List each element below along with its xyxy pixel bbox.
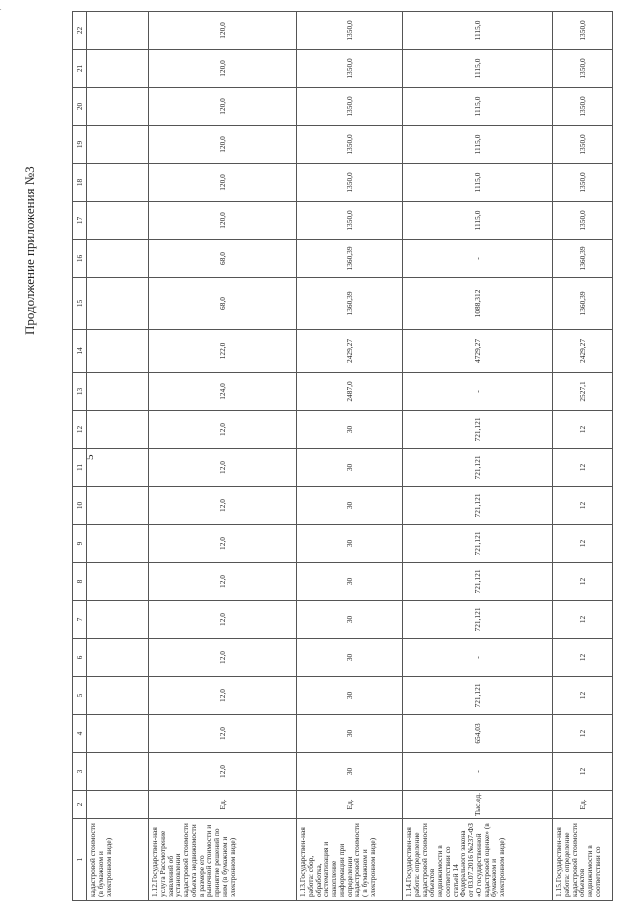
value-cell: 1115,0 (403, 125, 553, 163)
value-cell: 12 (553, 562, 613, 600)
value-cell: 12,0 (149, 676, 297, 714)
value-cell (87, 638, 149, 676)
value-cell: 120,0 (149, 87, 297, 125)
value-cell: 30 (297, 562, 403, 600)
header-cell: 8 (73, 562, 87, 600)
value-cell: 1350,0 (297, 163, 403, 201)
value-cell: 12 (553, 714, 613, 752)
header-cell: 20 (73, 87, 87, 125)
value-cell: 1115,0 (403, 163, 553, 201)
header-cell: 10 (73, 486, 87, 524)
value-cell: 68,0 (149, 239, 297, 277)
value-cell: 1115,0 (403, 49, 553, 87)
value-cell (87, 163, 149, 201)
value-cell (87, 410, 149, 448)
appendix-caption: Продолжение приложения №3 (22, 166, 37, 335)
value-cell: 122,0 (149, 329, 297, 372)
value-cell (87, 49, 149, 87)
value-cell: 12,0 (149, 752, 297, 790)
value-cell: 654,03 (403, 714, 553, 752)
value-cell: 1360,39 (297, 277, 403, 329)
value-cell: 4729,27 (403, 329, 553, 372)
header-row (73, 11, 87, 900)
value-cell: 1350,0 (553, 125, 613, 163)
row-name-cell: кадастровой стоимости (в бумажном и электронном виде) (87, 819, 149, 901)
value-cell (87, 201, 149, 239)
header-cell: 14 (73, 329, 87, 372)
value-cell: 12 (553, 524, 613, 562)
value-cell (87, 486, 149, 524)
value-cell: - (403, 752, 553, 790)
value-cell (87, 676, 149, 714)
value-cell: 30 (297, 676, 403, 714)
value-cell (87, 125, 149, 163)
value-cell: 721,121 (403, 448, 553, 486)
value-cell: 12,0 (149, 638, 297, 676)
header-cell: 2 (73, 790, 87, 818)
value-cell: 1350,0 (553, 163, 613, 201)
value-cell: 124,0 (149, 372, 297, 410)
value-cell (87, 87, 149, 125)
value-cell: 1115,0 (403, 87, 553, 125)
row-name-cell: 1.15.Государствен-ная работа: определение кадастровой стоимости объектов недвижимости в соответствии со (553, 819, 613, 901)
header-cell: 13 (73, 372, 87, 410)
value-cell: Ед. (149, 790, 297, 818)
value-cell: 12 (553, 410, 613, 448)
value-cell (87, 329, 149, 372)
value-cell (87, 372, 149, 410)
value-cell: - (403, 638, 553, 676)
value-cell: 1350,0 (553, 49, 613, 87)
value-cell: 1350,0 (297, 11, 403, 49)
value-cell: 1360,39 (553, 239, 613, 277)
value-cell (87, 790, 149, 818)
table-row (403, 11, 553, 900)
value-cell: 1350,0 (297, 125, 403, 163)
value-cell: 721,121 (403, 410, 553, 448)
value-cell (87, 277, 149, 329)
header-cell: 5 (73, 676, 87, 714)
value-cell: 1350,0 (553, 11, 613, 49)
value-cell: 1088,312 (403, 277, 553, 329)
value-cell: 1350,0 (297, 49, 403, 87)
value-cell: 68,0 (149, 277, 297, 329)
value-cell: Ед. (297, 790, 403, 818)
value-cell: 30 (297, 714, 403, 752)
table-row (149, 11, 297, 900)
value-cell: 721,121 (403, 486, 553, 524)
value-cell: 30 (297, 410, 403, 448)
value-cell: 12,0 (149, 562, 297, 600)
value-cell: 120,0 (149, 163, 297, 201)
header-cell: 4 (73, 714, 87, 752)
value-cell: 12 (553, 448, 613, 486)
value-cell (87, 448, 149, 486)
value-cell (87, 600, 149, 638)
value-cell: 12 (553, 486, 613, 524)
value-cell: 120,0 (149, 49, 297, 87)
header-cell: 1 (73, 819, 87, 901)
margin-mark: . (0, 6, 2, 12)
row-name-cell: 1.14.Государствен-ная работа: определение кадастровой стоимости объектов недвижимости в соответствии со статьей 14 Федерального закона от 03.07.2016 №237-ФЗ «О государственной кадастровой оценке» (в бумажном и электронном виде) (403, 819, 553, 901)
value-cell: 2429,27 (297, 329, 403, 372)
value-cell: 1360,39 (553, 277, 613, 329)
value-cell: 12,0 (149, 600, 297, 638)
table-row (87, 11, 149, 900)
value-cell: 1350,0 (297, 87, 403, 125)
value-cell (87, 239, 149, 277)
value-cell: - (403, 239, 553, 277)
header-cell: 9 (73, 524, 87, 562)
page-number: 5 (84, 454, 96, 460)
value-cell: 721,121 (403, 676, 553, 714)
value-cell: 12,0 (149, 486, 297, 524)
value-cell: 1115,0 (403, 11, 553, 49)
value-cell: 12,0 (149, 448, 297, 486)
value-cell (87, 524, 149, 562)
value-cell: 30 (297, 752, 403, 790)
value-cell: 30 (297, 448, 403, 486)
value-cell: 30 (297, 486, 403, 524)
value-cell (87, 752, 149, 790)
value-cell: 1360,39 (297, 239, 403, 277)
value-cell: 721,121 (403, 600, 553, 638)
value-cell: 2429,27 (553, 329, 613, 372)
value-cell: 1350,0 (297, 201, 403, 239)
value-cell: 12 (553, 638, 613, 676)
value-cell: 12,0 (149, 714, 297, 752)
header-cell: 21 (73, 49, 87, 87)
value-cell: Тыс.ед. (403, 790, 553, 818)
value-cell: 721,121 (403, 524, 553, 562)
value-cell: 1350,0 (553, 201, 613, 239)
header-cell: 11 (73, 448, 87, 486)
value-cell: 721,121 (403, 562, 553, 600)
header-cell: 3 (73, 752, 87, 790)
header-cell: 19 (73, 125, 87, 163)
value-cell: 12,0 (149, 524, 297, 562)
row-name-cell: 1.13.Государствен-ная работа: сбор, обработка, систематизация и накопление информации при определении кадастровой стоимости ( в бумажном и электронном виде) (297, 819, 403, 901)
value-cell: 30 (297, 524, 403, 562)
value-cell: - (403, 372, 553, 410)
value-cell: 120,0 (149, 11, 297, 49)
header-cell: 7 (73, 600, 87, 638)
header-cell: 18 (73, 163, 87, 201)
value-cell: 120,0 (149, 201, 297, 239)
header-cell: 15 (73, 277, 87, 329)
value-cell: 12 (553, 676, 613, 714)
header-cell: 16 (73, 239, 87, 277)
data-table (72, 11, 613, 901)
value-cell: 12,0 (149, 410, 297, 448)
value-cell: 1350,0 (553, 87, 613, 125)
table-row (297, 11, 403, 900)
table-row (553, 11, 613, 900)
value-cell (87, 11, 149, 49)
value-cell: 2527,1 (553, 372, 613, 410)
value-cell: 120,0 (149, 125, 297, 163)
value-cell: 2487,0 (297, 372, 403, 410)
value-cell: 30 (297, 600, 403, 638)
value-cell: 30 (297, 638, 403, 676)
header-cell: 22 (73, 11, 87, 49)
header-cell: 12 (73, 410, 87, 448)
value-cell (87, 714, 149, 752)
header-cell: 17 (73, 201, 87, 239)
row-name-cell: 1.12.Государствен-ная услуга Рассмотрение заявлений об установлении кадастровой стоимости объекта недвижимости в размере его рыночной стоимости и принятие решений по ним (в бумажном и электронном виде) (149, 819, 297, 901)
value-cell: 12 (553, 600, 613, 638)
value-cell (87, 562, 149, 600)
value-cell: 12 (553, 752, 613, 790)
value-cell: Ед. (553, 790, 613, 818)
value-cell: 1115,0 (403, 201, 553, 239)
header-cell: 6 (73, 638, 87, 676)
